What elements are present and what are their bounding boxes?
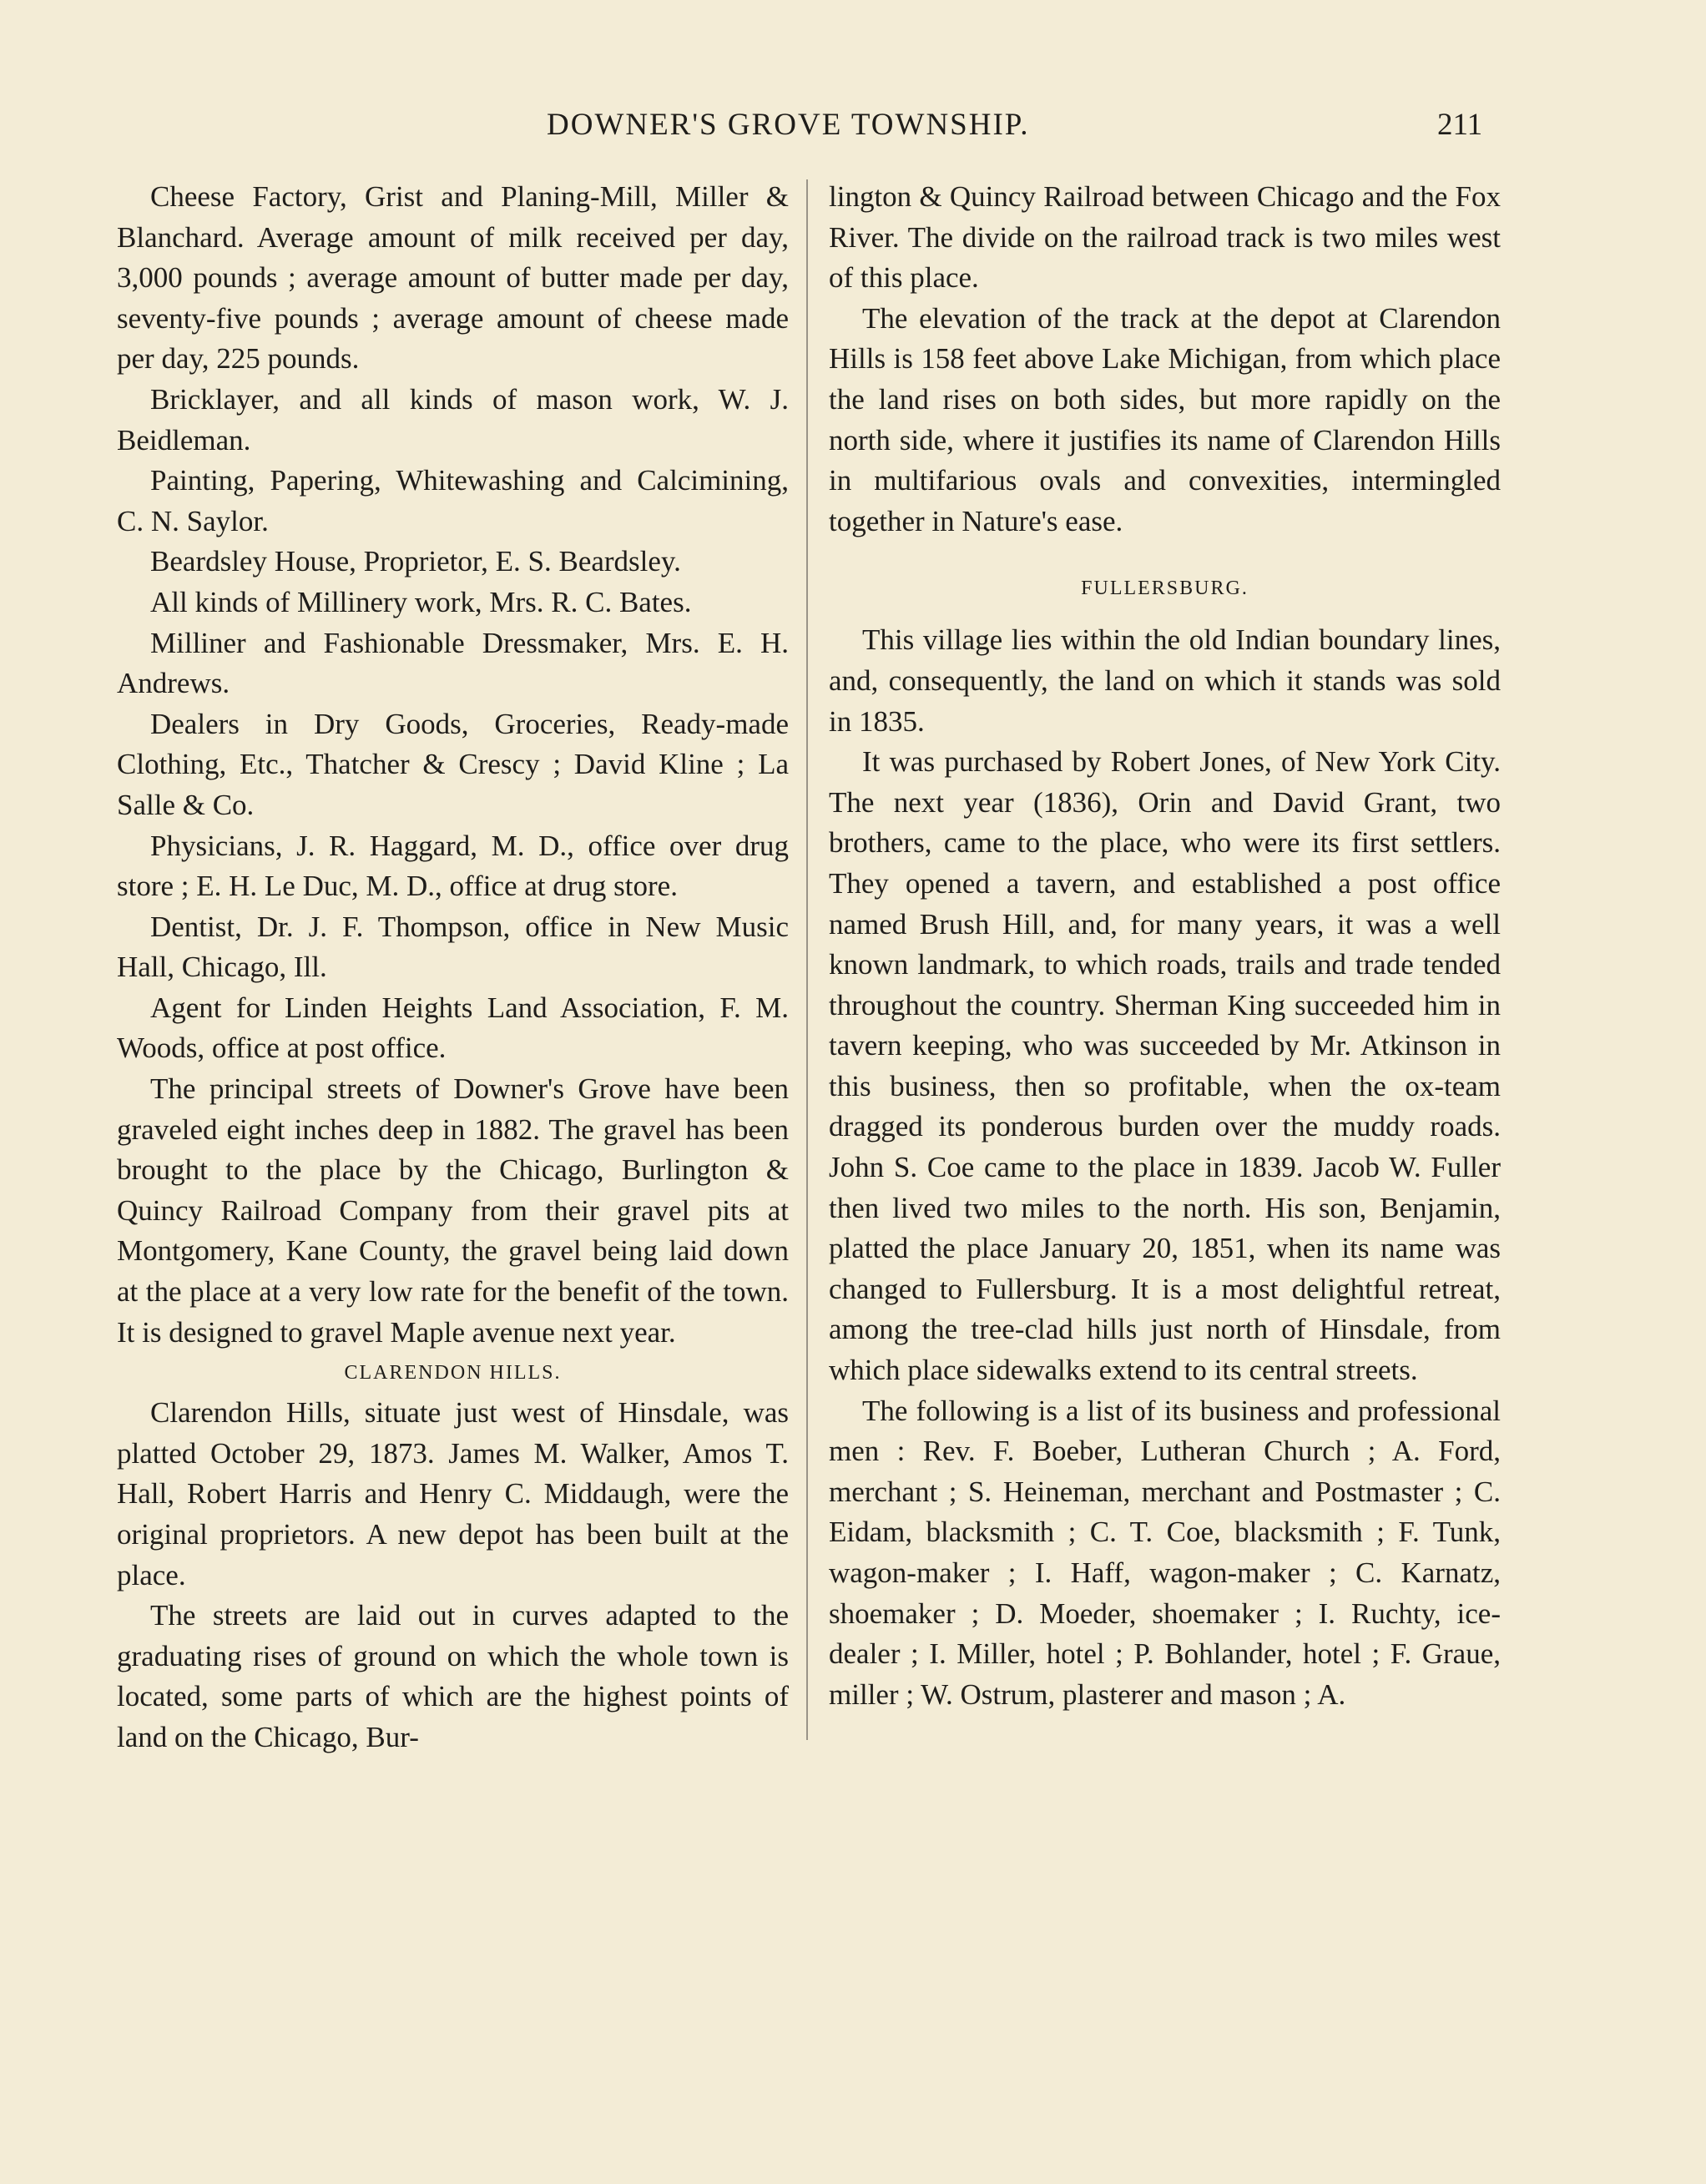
left-column [117, 177, 789, 1758]
paragraph: This village lies within the old Indian boundary lines, and, consequently, the land on which it stands was sold in 1835. [829, 623, 1501, 738]
paragraph: Milliner and Fashionable Dressmaker, Mrs. E. H. Andrews. [117, 626, 789, 700]
paragraph: Dealers in Dry Goods, Groceries, Ready-made Clothing, Etc., Thatcher & Crescy ; David Kline ; La Salle & Co. [117, 707, 789, 821]
paragraph: Dentist, Dr. J. F. Thompson, office in New Music Hall, Chicago, Ill. [117, 910, 789, 984]
column-divider [806, 179, 808, 1740]
paragraph: The principal streets of Downer's Grove have been graveled eight inches deep in 1882. The gravel has been brought to the place by the Chicago, Burlington & Quincy Railroad Company from their gravel pits at Montgomery, Kane County, the gravel being laid down at the place at a very low rate for the benefit of the town. It is designed to gravel Maple avenue next year. [117, 1072, 789, 1349]
paragraph: Physicians, J. R. Haggard, M. D., office over drug store ; E. H. Le Duc, M. D., office at drug store. [117, 829, 789, 903]
paragraph: The following is a list of its business and professional men : Rev. F. Boeber, Lutheran Church ; A. Ford, merchant ; S. Heineman, merchant and Postmaster ; C. Eidam, blacksmith ; C. T. Coe, blacksmith ; F. Tunk, wagon-maker ; I. Haff, wagon-maker ; C. Karnatz, shoemaker ; D. Moeder, shoemaker ; I. Ruchty, ice-dealer ; I. Miller, hotel ; P. Bohlander, hotel ; F. Graue, miller ; W. Ostrum, plasterer and mason ; A. [829, 1394, 1501, 1711]
paragraph: The elevation of the track at the depot at Clarendon Hills is 158 feet above Lake Michigan, from which place the land rises on both sides, but more rapidly on the north side, where it justifies its name of Clarendon Hills in multifarious ovals and convexities, intermingled together in Nature's ease. [829, 301, 1501, 537]
right-column [829, 177, 1501, 1715]
paragraph: Agent for Linden Heights Land Association, F. M. Woods, office at post office. [117, 991, 789, 1065]
paragraph: It was purchased by Robert Jones, of New York City. The next year (1836), Orin and David Grant, two brothers, came to the place, who were its first settlers. They opened a tavern, and established a post office named Brush Hill, and, for many years, it was a well known landmark, to which roads, trails and trade tended throughout the country. Sherman King succeeded him in tavern keeping, who was succeeded by Mr. Atkinson in this business, then so profitable, when the ox-team dragged its ponderous burden over the muddy roads. John S. Coe came to the place in 1839. Jacob W. Fuller then lived two miles to the north. His son, Benjamin, platted the place January 20, 1851, when its name was changed to Fullersburg. It is a most delightful retreat, among the tree-clad hills just north of Hinsdale, from which place sidewalks extend to its central streets. [829, 745, 1501, 1387]
page-header [0, 107, 1706, 157]
section-title-fullersburg: FULLERSBURG. [1081, 578, 1249, 600]
paragraph: All kinds of Millinery work, Mrs. R. C. Bates. [150, 585, 692, 618]
paragraph: Beardsley House, Proprietor, E. S. Beardsley. [150, 545, 681, 578]
page-number: 211 [1437, 108, 1483, 142]
paragraph: lington & Quincy Railroad between Chicago and the Fox River. The divide on the railroad track is two miles west of this place. [829, 180, 1501, 295]
paragraph: Bricklayer, and all kinds of mason work, W. J. Beidleman. [117, 382, 789, 456]
running-head: DOWNER'S GROVE TOWNSHIP. [547, 108, 1030, 142]
paragraph: The streets are laid out in curves adapted to the graduating rises of ground on which the whole town is located, some parts of which are the highest points of land on the Chicago, Bur- [117, 1599, 789, 1753]
paragraph: Clarendon Hills, situate just west of Hinsdale, was platted October 29, 1873. James M. Walker, Amos T. Hall, Robert Harris and Henry C. Middaugh, were the original proprietors. A new depot has been built at the place. [117, 1396, 789, 1591]
paragraph: Cheese Factory, Grist and Planing-Mill, Miller & Blanchard. Average amount of milk received per day, 3,000 pounds ; average amount of butter made per day, seventy-five pounds ; average amount of cheese made per day, 225 pounds. [117, 180, 789, 376]
paragraph: Painting, Papering, Whitewashing and Calcimining, C. N. Saylor. [117, 464, 789, 537]
section-title-clarendon-hills: CLARENDON HILLS. [344, 1362, 562, 1385]
